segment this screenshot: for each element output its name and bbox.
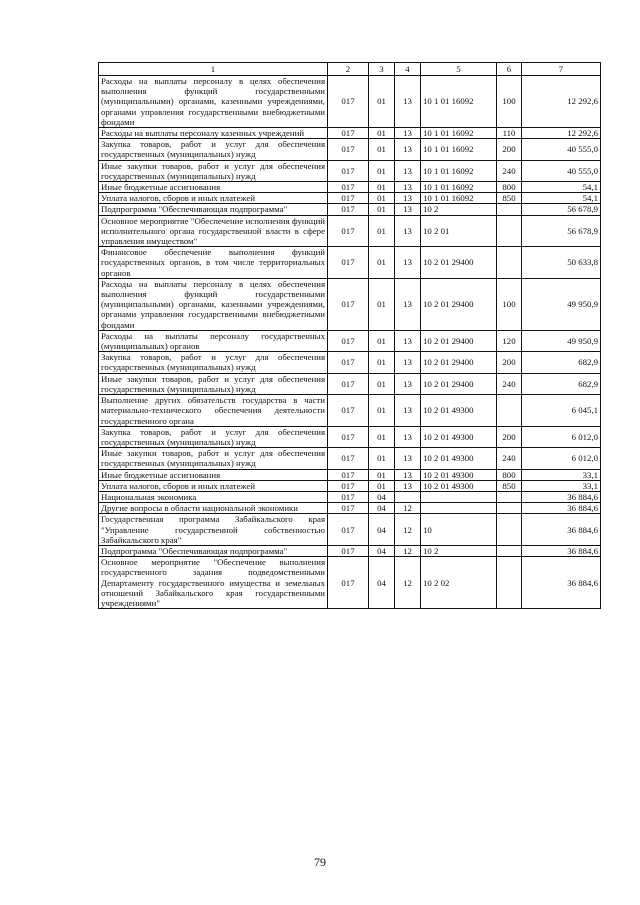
subsection-code-cell: 13	[395, 395, 421, 427]
amount-cell: 12 292,6	[522, 76, 601, 128]
expense-type-cell: 200	[497, 352, 522, 373]
section-code-cell: 01	[369, 469, 395, 480]
target-article-cell: 10 1 01 16092	[421, 193, 497, 204]
expense-type-cell	[497, 514, 522, 546]
subsection-code-cell: 13	[395, 204, 421, 215]
expense-type-cell: 100	[497, 76, 522, 128]
table-header-row	[99, 63, 601, 76]
ministry-code-cell: 017	[328, 139, 369, 160]
expense-type-cell: 850	[497, 193, 522, 204]
ministry-code-cell: 017	[328, 469, 369, 480]
ministry-code-cell: 017	[328, 373, 369, 394]
target-article-cell: 10 2	[421, 545, 497, 556]
expense-type-cell: 240	[497, 160, 522, 181]
subsection-code-cell: 12	[395, 545, 421, 556]
subsection-code-cell: 13	[395, 469, 421, 480]
table-row	[99, 247, 601, 279]
row-name-cell: Подпрограмма "Обеспечивающая подпрограмма"	[99, 204, 328, 215]
row-name-cell: Закупка товаров, работ и услуг для обеспечения государственных (муниципальных) нужд	[99, 139, 328, 160]
table-row	[99, 395, 601, 427]
subsection-code-cell: 13	[395, 193, 421, 204]
row-name-cell: Расходы на выплаты персоналу казенных учреждений	[99, 128, 328, 139]
expense-type-cell	[497, 491, 522, 502]
ministry-code-cell: 017	[328, 545, 369, 556]
section-code-cell: 04	[369, 491, 395, 502]
row-name-cell: Основное мероприятие "Обеспечение выполнения государственного задания подведомственными Департаменту государственного имущества и земельных отношений Забайкальского края государственными учреждениями"	[99, 557, 328, 609]
subsection-code-cell: 13	[395, 480, 421, 491]
ministry-code-cell: 017	[328, 330, 369, 351]
amount-cell: 56 678,9	[522, 204, 601, 215]
row-name-cell: Государственная программа Забайкальского края "Управление государственной собственностью Забайкальского края"	[99, 514, 328, 546]
section-code-cell: 01	[369, 395, 395, 427]
target-article-cell: 10 2 01 29400	[421, 330, 497, 351]
target-article-cell: 10 2 01 29400	[421, 278, 497, 330]
target-article-cell: 10 2 01 49300	[421, 395, 497, 427]
row-name-cell: Финансовое обеспечение выполнения функций государственных органов, в том числе территориальных органов	[99, 247, 328, 279]
target-article-cell: 10 2 01 49300	[421, 480, 497, 491]
target-article-cell	[421, 491, 497, 502]
section-code-cell: 01	[369, 448, 395, 469]
ministry-code-cell: 017	[328, 278, 369, 330]
table-row	[99, 557, 601, 609]
section-code-cell: 04	[369, 557, 395, 609]
subsection-code-cell: 13	[395, 278, 421, 330]
ministry-code-cell: 017	[328, 448, 369, 469]
expense-type-cell: 200	[497, 426, 522, 447]
section-code-cell: 01	[369, 352, 395, 373]
row-name-cell: Расходы на выплаты персоналу в целях обеспечения выполнения функций государственными (муниципальными) органами, казенными учреждениями, органами управления государственными внебюджетными фондами	[99, 76, 328, 128]
section-code-cell: 01	[369, 76, 395, 128]
section-code-cell: 01	[369, 247, 395, 279]
amount-cell: 49 950,9	[522, 278, 601, 330]
subsection-code-cell: 13	[395, 448, 421, 469]
subsection-code-cell: 13	[395, 76, 421, 128]
subsection-code-cell: 13	[395, 215, 421, 247]
table-row	[99, 352, 601, 373]
table-row	[99, 545, 601, 556]
ministry-code-cell: 017	[328, 557, 369, 609]
subsection-code-cell: 13	[395, 160, 421, 181]
amount-cell: 54,1	[522, 182, 601, 193]
subsection-code-cell: 13	[395, 373, 421, 394]
ministry-code-cell: 017	[328, 193, 369, 204]
table-row	[99, 160, 601, 181]
subsection-code-cell: 13	[395, 330, 421, 351]
row-name-cell: Выполнение других обязательств государства в части материально-технического обеспечения деятельности государственного органа	[99, 395, 328, 427]
page-number: 79	[314, 855, 326, 869]
row-name-cell: Иные закупки товаров, работ и услуг для обеспечения государственных (муниципальных) нужд	[99, 160, 328, 181]
section-code-cell: 01	[369, 480, 395, 491]
section-code-cell: 01	[369, 373, 395, 394]
row-name-cell: Другие вопросы в области национальной экономики	[99, 503, 328, 514]
table-row	[99, 278, 601, 330]
ministry-code-cell: 017	[328, 503, 369, 514]
expense-type-cell: 110	[497, 128, 522, 139]
row-name-cell: Иные бюджетные ассигнования	[99, 182, 328, 193]
table-row	[99, 204, 601, 215]
expense-type-cell: 800	[497, 469, 522, 480]
table-row	[99, 491, 601, 502]
table-row	[99, 480, 601, 491]
row-name-cell: Подпрограмма "Обеспечивающая подпрограмма"	[99, 545, 328, 556]
target-article-cell: 10 1 01 16092	[421, 182, 497, 193]
expense-type-cell: 240	[497, 448, 522, 469]
amount-cell: 36 884,6	[522, 491, 601, 502]
ministry-code-cell: 017	[328, 215, 369, 247]
expense-type-cell	[497, 395, 522, 427]
row-name-cell: Уплата налогов, сборов и иных платежей	[99, 480, 328, 491]
table-row	[99, 128, 601, 139]
row-name-cell: Иные бюджетные ассигнования	[99, 469, 328, 480]
amount-cell: 12 292,6	[522, 128, 601, 139]
ministry-code-cell: 017	[328, 352, 369, 373]
amount-cell: 33,1	[522, 469, 601, 480]
amount-cell: 49 950,9	[522, 330, 601, 351]
target-article-cell: 10 2 01 49300	[421, 448, 497, 469]
expense-type-cell: 200	[497, 139, 522, 160]
section-code-cell: 01	[369, 330, 395, 351]
subsection-code-cell: 13	[395, 182, 421, 193]
subsection-code-cell: 13	[395, 247, 421, 279]
target-article-cell	[421, 503, 497, 514]
ministry-code-cell: 017	[328, 160, 369, 181]
header-col-3: 3	[369, 63, 395, 76]
header-col-6: 6	[497, 63, 522, 76]
ministry-code-cell: 017	[328, 76, 369, 128]
ministry-code-cell: 017	[328, 395, 369, 427]
amount-cell: 36 884,6	[522, 557, 601, 609]
subsection-code-cell: 12	[395, 514, 421, 546]
expense-type-cell: 120	[497, 330, 522, 351]
row-name-cell: Национальная экономика	[99, 491, 328, 502]
target-article-cell: 10 1 01 16092	[421, 128, 497, 139]
row-name-cell: Закупка товаров, работ и услуг для обеспечения государственных (муниципальных) нужд	[99, 352, 328, 373]
amount-cell: 50 633,8	[522, 247, 601, 279]
amount-cell: 36 884,6	[522, 545, 601, 556]
target-article-cell: 10 1 01 16092	[421, 76, 497, 128]
expense-type-cell	[497, 215, 522, 247]
amount-cell: 6 012,0	[522, 448, 601, 469]
amount-cell: 56 678,9	[522, 215, 601, 247]
subsection-code-cell: 13	[395, 128, 421, 139]
section-code-cell: 01	[369, 204, 395, 215]
section-code-cell: 01	[369, 139, 395, 160]
target-article-cell: 10 2 01 49300	[421, 469, 497, 480]
expense-type-cell: 100	[497, 278, 522, 330]
subsection-code-cell: 13	[395, 352, 421, 373]
table-row	[99, 448, 601, 469]
section-code-cell: 01	[369, 182, 395, 193]
ministry-code-cell: 017	[328, 480, 369, 491]
expense-type-cell: 240	[497, 373, 522, 394]
target-article-cell: 10 2 01 49300	[421, 426, 497, 447]
ministry-code-cell: 017	[328, 514, 369, 546]
section-code-cell: 01	[369, 215, 395, 247]
target-article-cell: 10 2 01 29400	[421, 352, 497, 373]
section-code-cell: 04	[369, 514, 395, 546]
target-article-cell: 10 2 01	[421, 215, 497, 247]
expense-type-cell	[497, 557, 522, 609]
ministry-code-cell: 017	[328, 491, 369, 502]
target-article-cell: 10 1 01 16092	[421, 139, 497, 160]
section-code-cell: 01	[369, 128, 395, 139]
amount-cell: 36 884,6	[522, 514, 601, 546]
table-row	[99, 139, 601, 160]
subsection-code-cell: 12	[395, 503, 421, 514]
row-name-cell: Закупка товаров, работ и услуг для обеспечения государственных (муниципальных) нужд	[99, 426, 328, 447]
table-row	[99, 193, 601, 204]
amount-cell: 682,9	[522, 352, 601, 373]
section-code-cell: 01	[369, 160, 395, 181]
amount-cell: 33,1	[522, 480, 601, 491]
ministry-code-cell: 017	[328, 204, 369, 215]
ministry-code-cell: 017	[328, 426, 369, 447]
expense-type-cell	[497, 503, 522, 514]
header-col-7: 7	[522, 63, 601, 76]
row-name-cell: Иные закупки товаров, работ и услуг для обеспечения государственных (муниципальных) нужд	[99, 373, 328, 394]
section-code-cell: 04	[369, 545, 395, 556]
table-row	[99, 182, 601, 193]
ministry-code-cell: 017	[328, 182, 369, 193]
budget-table	[98, 62, 601, 609]
section-code-cell: 04	[369, 503, 395, 514]
expense-type-cell	[497, 247, 522, 279]
header-col-2: 2	[328, 63, 369, 76]
amount-cell: 36 884,6	[522, 503, 601, 514]
header-col-5: 5	[421, 63, 497, 76]
target-article-cell: 10	[421, 514, 497, 546]
row-name-cell: Расходы на выплаты персоналу государственных (муниципальных) органов	[99, 330, 328, 351]
table-row	[99, 469, 601, 480]
row-name-cell: Расходы на выплаты персоналу в целях обеспечения выполнения функций государственными (муниципальными) органами, казенными учреждениями, органами управления государственными внебюджетными фондами	[99, 278, 328, 330]
table-row	[99, 373, 601, 394]
subsection-code-cell: 13	[395, 426, 421, 447]
ministry-code-cell: 017	[328, 247, 369, 279]
amount-cell: 6 045,1	[522, 395, 601, 427]
target-article-cell: 10 2 01 29400	[421, 373, 497, 394]
expense-type-cell	[497, 204, 522, 215]
amount-cell: 40 555,0	[522, 139, 601, 160]
target-article-cell: 10 2	[421, 204, 497, 215]
table-row	[99, 215, 601, 247]
section-code-cell: 01	[369, 426, 395, 447]
target-article-cell: 10 2 02	[421, 557, 497, 609]
table-row	[99, 503, 601, 514]
subsection-code-cell: 12	[395, 557, 421, 609]
target-article-cell: 10 2 01 29400	[421, 247, 497, 279]
table-body	[99, 76, 601, 609]
header-col-4: 4	[395, 63, 421, 76]
table-row	[99, 330, 601, 351]
target-article-cell: 10 1 01 16092	[421, 160, 497, 181]
amount-cell: 682,9	[522, 373, 601, 394]
section-code-cell: 01	[369, 278, 395, 330]
table-row	[99, 514, 601, 546]
table-row	[99, 426, 601, 447]
subsection-code-cell	[395, 491, 421, 502]
row-name-cell: Иные закупки товаров, работ и услуг для обеспечения государственных (муниципальных) нужд	[99, 448, 328, 469]
header-col-1: 1	[99, 63, 328, 76]
row-name-cell: Уплата налогов, сборов и иных платежей	[99, 193, 328, 204]
expense-type-cell: 850	[497, 480, 522, 491]
expense-type-cell	[497, 545, 522, 556]
amount-cell: 6 012,0	[522, 426, 601, 447]
expense-type-cell: 800	[497, 182, 522, 193]
ministry-code-cell: 017	[328, 128, 369, 139]
section-code-cell: 01	[369, 193, 395, 204]
amount-cell: 54,1	[522, 193, 601, 204]
row-name-cell: Основное мероприятие "Обеспечение исполнения функций исполнительного органа государственной власти в сфере управления имуществом"	[99, 215, 328, 247]
table-row	[99, 76, 601, 128]
amount-cell: 40 555,0	[522, 160, 601, 181]
subsection-code-cell: 13	[395, 139, 421, 160]
